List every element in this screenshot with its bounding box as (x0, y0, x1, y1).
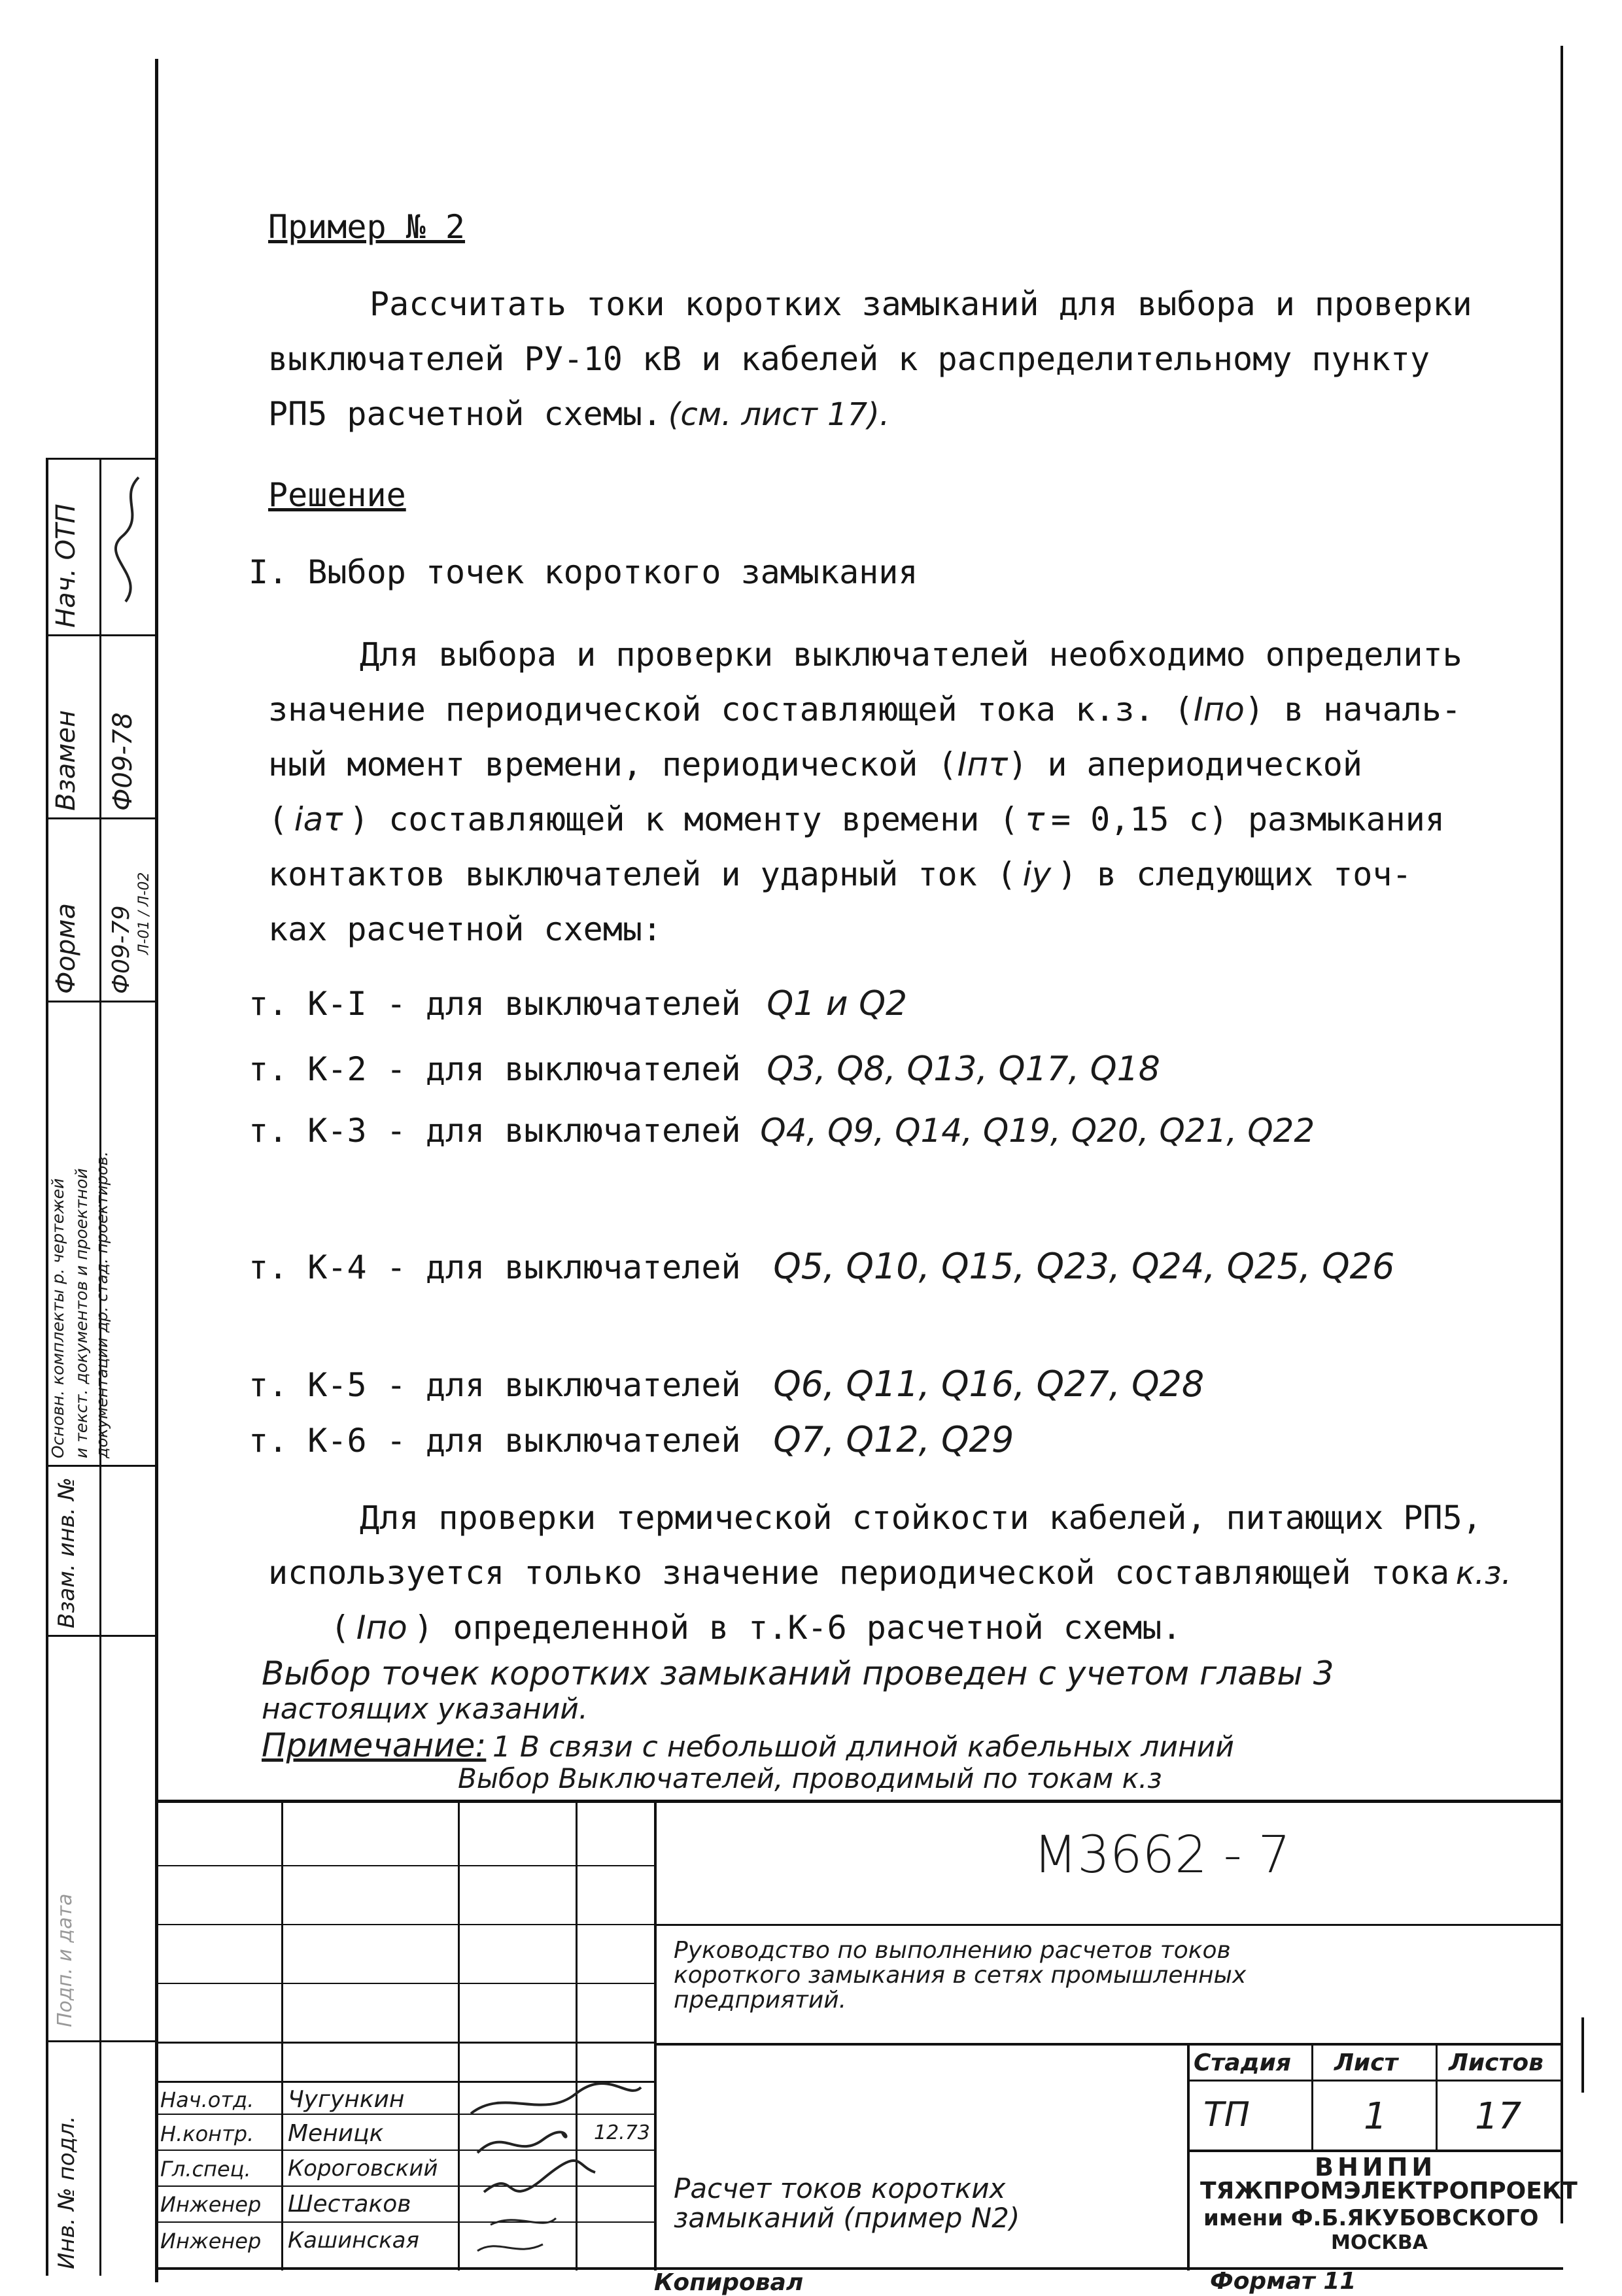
signer-role: Гл.спец. (160, 2157, 251, 2182)
stamp-forma: Форма (51, 903, 81, 994)
symbol-tau: τ (1025, 800, 1045, 838)
para1-line-2 (268, 691, 1461, 728)
hand-note-1: Выбор точек коротких замыканий проведен с учетом главы 3 (262, 1654, 1334, 1692)
point-k1 (249, 984, 907, 1023)
para1-line-6: ках расчетной схемы: (268, 910, 663, 948)
doc-title-3: предприятий. (674, 1987, 847, 2013)
format-label: Формат 11 (1210, 2268, 1356, 2295)
point-k2 (249, 1050, 1160, 1089)
hand-note-2: настоящих указаний. (262, 1692, 588, 1726)
para2-line-3-a: ( (330, 1609, 351, 1647)
stamp-inv-podl: Инв. № подл. (54, 2116, 80, 2269)
doc-number: М3662 - 7 (1033, 1826, 1291, 1885)
stamp-forma-value-2: Л-01 / Л-02 (136, 872, 152, 955)
signer-role: Н.контр. (160, 2121, 254, 2146)
symbol-iy: iy (1022, 855, 1052, 893)
section-1-title: I. Выбор точек короткого замыкания (249, 553, 918, 591)
para1-line-1: Для выбора и проверки выключателей необходимо определить (360, 636, 1462, 674)
sheet-value: 1 (1364, 2095, 1387, 2138)
task-line-3-text: РП5 расчетной схемы. (268, 395, 663, 433)
point-breakers: Q3, Q8, Q13, Q17, Q18 (767, 1050, 1160, 1089)
point-breakers: Q1 и Q2 (767, 984, 908, 1023)
sheet-title-1: Расчет токов коротких (674, 2172, 1006, 2204)
task-line-1: Рассчитать токи коротких замыканий для выбора и проверки (370, 285, 1472, 323)
sheet-label: Лист (1334, 2049, 1398, 2076)
para1-line-4-c: = 0,15 с) размыкания (1050, 800, 1445, 838)
para1-line-3-a: ный момент времени, периодической ( (268, 745, 958, 783)
stamp-vzamen-value: Ф09-78 (108, 712, 138, 811)
para2-line-1: Для проверки термической стойкости кабелей, питающих РП5, (360, 1499, 1482, 1537)
signer-name: Короговский (288, 2155, 438, 2182)
org-line-2: ТЯЖПРОМЭЛЕКТРОПРОЕКТ (1200, 2178, 1578, 2204)
symbol-Ino: Iпо (1193, 691, 1245, 728)
point-label: т. К-6 - для выключателей (249, 1422, 741, 1460)
symbol-iat: iaτ (294, 800, 343, 838)
org-line-4: МОСКВА (1331, 2231, 1428, 2254)
stamp-podp-data: Подп. и дата (54, 1893, 77, 2027)
symbol-Ino-2: Iпо (356, 1609, 407, 1647)
para2-line-3 (330, 1609, 1181, 1647)
signer-name: Чугункин (288, 2086, 405, 2113)
signer-role: Нач.отд. (160, 2087, 254, 2112)
doc-title-2: короткого замыкания в сетях промышленных (674, 1962, 1247, 1989)
point-breakers: Q7, Q12, Q29 (773, 1419, 1014, 1460)
title-block (157, 1800, 1578, 2270)
para1-line-4-a: ( (268, 800, 288, 838)
sheets-label: Листов (1449, 2049, 1544, 2076)
symbol-Int: Iпτ (957, 745, 1009, 783)
stage-value: ТП (1203, 2095, 1250, 2134)
stamp-osnovn-b: и текст. документов и проектной (72, 1168, 91, 1458)
sheets-value: 17 (1475, 2095, 1522, 2138)
signer-name: Шестаков (288, 2191, 411, 2218)
task-line-3-handwritten: (см. лист 17). (668, 396, 890, 433)
para1-line-4-b: ) составляющей к моменту времени ( (349, 800, 1019, 838)
example-title: Пример № 2 (268, 208, 466, 246)
para2-line-2-text: используется только значение периодической составляющей тока (268, 1554, 1450, 1592)
para1-line-2-b: ) в началь- (1244, 691, 1461, 728)
para1-line-5 (268, 855, 1412, 893)
stamp-forma-value: Ф09-79 (108, 905, 135, 994)
para1-line-3 (268, 745, 1362, 783)
task-line-2: выключателей РУ-10 кВ и кабелей к распределительному пункту (268, 340, 1430, 378)
point-k3 (249, 1112, 1315, 1150)
signer-date: 12.73 (594, 2121, 650, 2144)
para2-line-2 (268, 1554, 1511, 1592)
doc-title-1: Руководство по выполнению расчетов токов (674, 1937, 1231, 1964)
para2-line-3-b: ) определенной в т.К-6 расчетной схемы. (413, 1609, 1182, 1647)
point-label: т. К-3 - для выключателей (249, 1112, 741, 1150)
org-line-3: имени Ф.Б.ЯКУБОВСКОГО (1203, 2205, 1539, 2231)
point-k4 (249, 1246, 1394, 1287)
stamp-nach-otp: Нач. ОТП (51, 504, 81, 628)
point-breakers: Q6, Q11, Q16, Q27, Q28 (773, 1363, 1205, 1405)
signer-role: Инженер (160, 2229, 262, 2253)
org-line-1: ВНИПИ (1315, 2153, 1437, 2182)
para1-line-5-b: ) в следующих точ- (1057, 855, 1412, 893)
note-text: 1 В связи с небольшой длиной кабельных линий (492, 1730, 1234, 1764)
para1-line-2-a: значение периодической составляющей тока к.з. ( (268, 691, 1194, 728)
signature-icon (106, 471, 152, 621)
signatures-icon (464, 2061, 647, 2264)
para1-line-3-b: ) и апериодической (1008, 745, 1362, 783)
point-breakers: Q4, Q9, Q14, Q19, Q20, Q21, Q22 (760, 1112, 1315, 1150)
copied-label: Копировал (654, 2269, 804, 2296)
para2-line-2-handwritten: к.з. (1455, 1555, 1511, 1592)
hand-note-3 (262, 1726, 1234, 1764)
signer-name: Меницк (288, 2120, 384, 2147)
stamp-osnovn-c: документации др. стад. проектиров. (93, 1151, 111, 1458)
sheet-title-2: замыканий (пример N2) (674, 2202, 1020, 2234)
signer-name: Кашинская (288, 2227, 419, 2253)
point-label: т. К-5 - для выключателей (249, 1366, 741, 1404)
point-k5 (249, 1363, 1204, 1405)
para1-line-4 (268, 800, 1445, 838)
note-label: Примечание: (262, 1726, 487, 1764)
stamp-vzam-inv: Взам. инв. № (54, 1477, 80, 1628)
point-label: т. К-I - для выключателей (249, 985, 741, 1023)
side-stamp (46, 458, 157, 2276)
para1-line-5-a: контактов выключателей и ударный ток ( (268, 855, 1016, 893)
task-line-3 (268, 395, 889, 433)
point-breakers: Q5, Q10, Q15, Q23, Q24, Q25, Q26 (773, 1246, 1395, 1287)
hand-note-4: Выбор Выключателей, проводимый по токам к.з (458, 1762, 1162, 1794)
solution-heading: Решение (268, 476, 406, 514)
point-label: т. К-4 - для выключателей (249, 1248, 741, 1286)
point-label: т. К-2 - для выключателей (249, 1050, 741, 1088)
right-edge-mark (1581, 2017, 1584, 2093)
stamp-vzamen: Взамен (51, 710, 81, 811)
signer-role: Инженер (160, 2192, 262, 2217)
stamp-osnovn-a: Основн. комплекты р. чертежей (48, 1178, 67, 1458)
point-k6 (249, 1419, 1014, 1460)
stage-label: Стадия (1194, 2049, 1291, 2076)
